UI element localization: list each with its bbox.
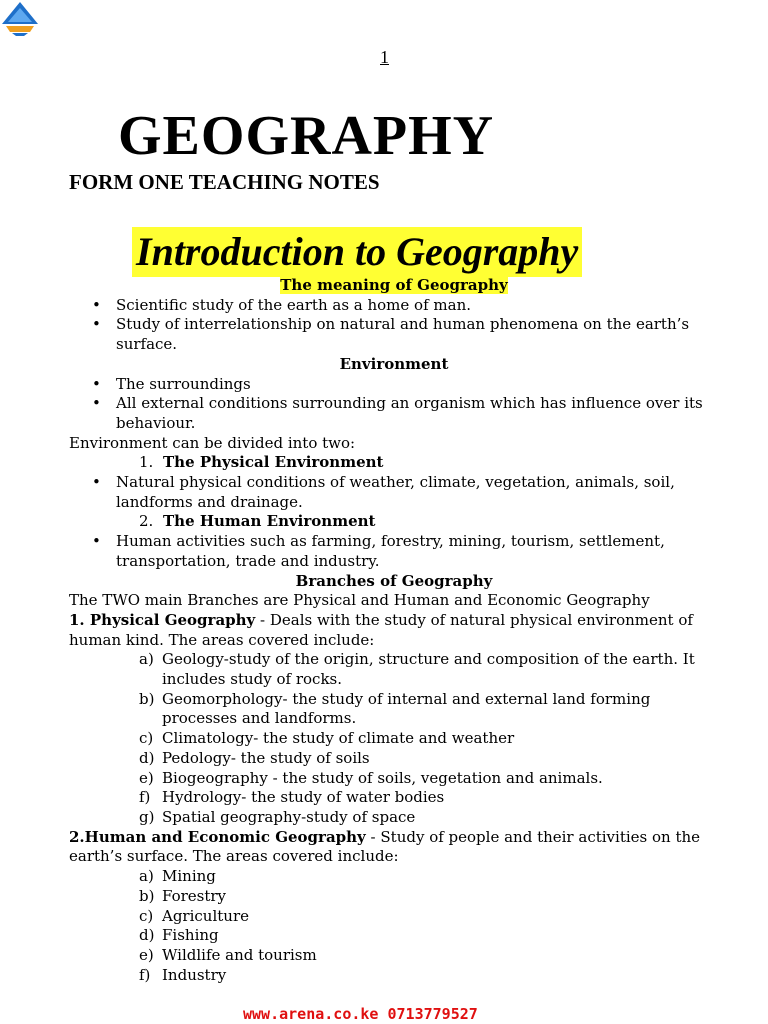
list-item <box>69 946 719 966</box>
letter-marker: b) <box>139 886 155 905</box>
item-text: Wildlife and tourism <box>162 945 317 964</box>
list-item <box>69 749 719 769</box>
arena-logo-icon <box>0 0 40 36</box>
item-text: Agriculture <box>162 906 249 925</box>
human-environment-heading <box>69 512 719 532</box>
list-item <box>69 887 719 907</box>
list-item: • Scientific study of the earth as a home of man. <box>69 296 719 316</box>
human-geography-paragraph <box>69 828 719 867</box>
physical-geography-label: 1. Physical Geography <box>69 610 256 629</box>
letter-marker: c) <box>139 729 154 748</box>
environment-divided-text: Environment can be divided into two: <box>69 433 356 452</box>
page-number: 1 <box>380 47 389 67</box>
list-item <box>69 769 719 789</box>
physical-environment-heading <box>69 453 719 473</box>
footer-contact: www.arena.co.ke 0713779527 <box>243 1005 478 1023</box>
environment-heading: Environment <box>339 354 449 373</box>
environment-list <box>69 375 719 434</box>
item-text: Pedology- the study of soils <box>162 748 370 767</box>
list-item <box>69 907 719 927</box>
letter-marker: b) <box>139 689 155 708</box>
list-item: • Human activities such as farming, forestry, mining, tourism, settlement, transportation, trade and industry. <box>69 532 719 571</box>
letter-marker: f) <box>139 965 151 984</box>
physical-geography-list <box>69 650 719 827</box>
human-geography-text: - Study of people and their activities on the earth’s surface. The areas covered include: <box>69 827 701 866</box>
physical-environment-title: The Physical Environment <box>163 453 384 472</box>
item-text: Forestry <box>162 886 227 905</box>
physical-geography-text: - Deals with the study of natural physical environment of human kind. The areas covered include: <box>69 610 693 649</box>
item-text: Hydrology- the study of water bodies <box>162 788 445 807</box>
human-geography-label: 2.Human and Economic Geography <box>69 827 366 846</box>
item-text: Industry <box>162 965 227 984</box>
list-item: • Natural physical conditions of weather, climate, vegetation, animals, soil, landforms and drainage. <box>69 473 719 512</box>
physical-environment-list <box>69 473 719 512</box>
list-item <box>69 867 719 887</box>
human-geography-list <box>69 867 719 985</box>
list-item <box>69 966 719 986</box>
item-text: Geomorphology- the study of internal and external land forming processes and landforms. <box>162 689 651 728</box>
branches-heading: Branches of Geography <box>295 571 493 590</box>
letter-marker: e) <box>139 768 154 787</box>
item-text: Climatology- the study of climate and weather <box>162 729 515 748</box>
physical-geography-paragraph <box>69 611 719 650</box>
list-item <box>69 729 719 749</box>
letter-marker: d) <box>139 926 155 945</box>
letter-marker: a) <box>139 650 154 669</box>
item-text: Fishing <box>162 926 219 945</box>
letter-marker: d) <box>139 748 155 767</box>
letter-marker: g) <box>139 807 155 826</box>
list-item <box>69 926 719 946</box>
list-item: • All external conditions surrounding an organism which has influence over its behaviour. <box>69 394 719 433</box>
list-item <box>69 650 719 689</box>
item-text: Spatial geography-study of space <box>162 807 416 826</box>
letter-marker: f) <box>139 788 151 807</box>
item-text: Biogeography - the study of soils, vegetation and animals. <box>162 768 603 787</box>
human-environment-list <box>69 532 719 571</box>
branches-intro: The TWO main Branches are Physical and Human and Economic Geography <box>69 591 650 610</box>
intro-heading: Introduction to Geography <box>132 227 582 277</box>
list-item <box>69 808 719 828</box>
number-marker: 1. <box>139 453 154 472</box>
letter-marker: c) <box>139 906 154 925</box>
meaning-list <box>69 296 719 355</box>
list-item: • The surroundings <box>69 375 719 395</box>
human-environment-title: The Human Environment <box>163 512 376 531</box>
number-marker: 2. <box>139 512 154 531</box>
page-title: GEOGRAPHY <box>118 105 495 167</box>
document-body <box>69 276 719 985</box>
page-subtitle: FORM ONE TEACHING NOTES <box>69 170 380 194</box>
meaning-heading: The meaning of Geography <box>280 276 508 294</box>
letter-marker: e) <box>139 945 154 964</box>
list-item <box>69 788 719 808</box>
item-text: Mining <box>162 867 216 886</box>
list-item: • Study of interrelationship on natural and human phenomena on the earth’s surface. <box>69 315 719 354</box>
list-item <box>69 690 719 729</box>
item-text: Geology-study of the origin, structure and composition of the earth. It includes study of rocks. <box>162 650 695 689</box>
letter-marker: a) <box>139 867 154 886</box>
